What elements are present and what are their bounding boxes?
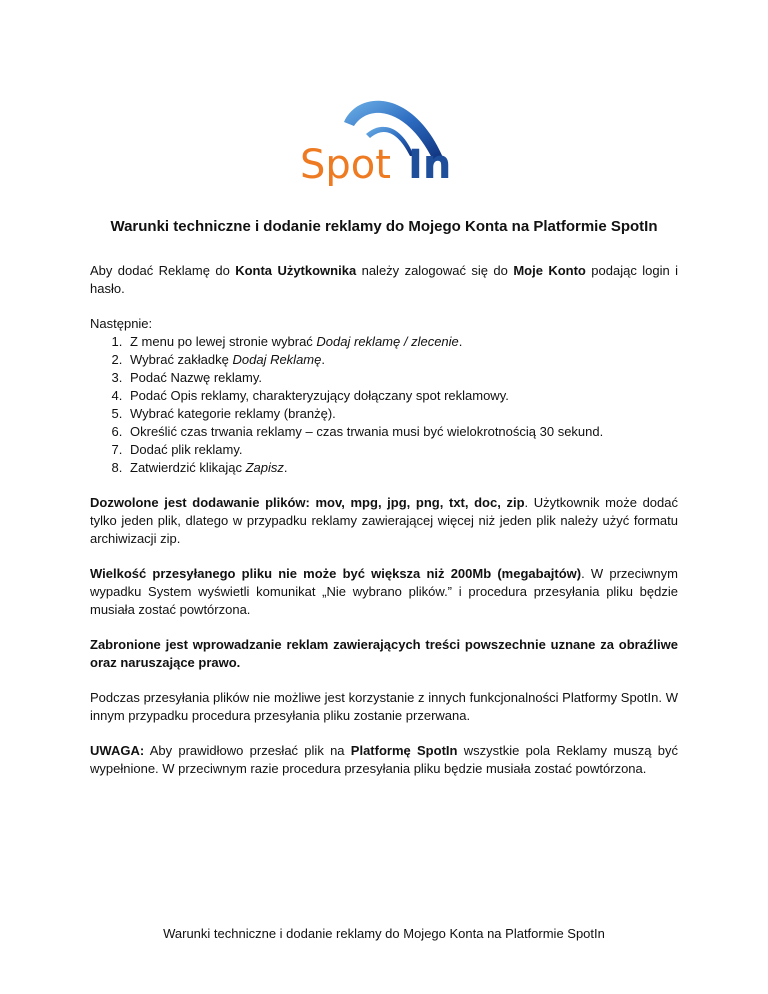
list-item: 3. Podać Nazwę reklamy. [126, 369, 678, 387]
list-item: 1. Z menu po lewej stronie wybrać Dodaj reklamę / zlecenie. [126, 333, 678, 351]
prohibited-content-paragraph: Zabronione jest wprowadzanie reklam zawierających treści powszechnie uznane za obraźliwe oraz naruszające prawo. [90, 637, 678, 670]
konta-uzytkownika-bold: Konta Użytkownika [235, 263, 357, 278]
list-item: 5. Wybrać kategorie reklamy (branżę). [126, 405, 678, 423]
spotin-logo-mark [296, 86, 466, 186]
list-item: 2. Wybrać zakładkę Dodaj Reklamę. [126, 351, 678, 369]
upload-note-paragraph: Podczas przesyłania plików nie możliwe jest korzystanie z innych funkcjonalności Platformy SpotIn. W innym przypadku procedura przesyłania pliku zostanie przerwana. [90, 690, 678, 723]
spotin-logo [296, 86, 466, 186]
logo-text-in: In [408, 142, 452, 186]
list-item: 8. Zatwierdzić klikając Zapisz. [126, 459, 678, 477]
moje-konto-bold: Moje Konto [513, 263, 586, 278]
warning-paragraph: UWAGA: Aby prawidłowo przesłać plik na Platformę SpotIn wszystkie pola Reklamy muszą być wypełnione. W przeciwnym razie procedura przesyłania pliku będzie musiała zostać powtórzona. [90, 743, 679, 776]
list-item: 7. Dodać plik reklamy. [126, 441, 678, 459]
allowed-formats-paragraph: Dozwolone jest dodawanie plików: mov, mpg, jpg, png, txt, doc, zip. Użytkownik może dodać tylko jeden plik, dlatego w przypadku reklamy zawierającej więcej niż jeden plik należy użyć formatu archiwizacji zip. [90, 495, 678, 546]
document-title: Warunki techniczne i dodanie reklamy do Mojego Konta na Platformie SpotIn [110, 218, 658, 235]
steps-lead: Następnie: [90, 316, 153, 331]
document-body [90, 262, 678, 795]
file-size-paragraph: Wielkość przesyłanego pliku nie może być większa niż 200Mb (megabajtów). W przeciwnym wypadku System wyświetli komunikat „Nie wybrano plików.” i procedura przesyłania pliku będzie musiała zostać powtórzona. [90, 566, 678, 617]
logo-text-spot: Spot [300, 142, 391, 186]
list-item: 4. Podać Opis reklamy, charakteryzujący dołączany spot reklamowy. [126, 387, 678, 405]
steps-list [90, 333, 678, 477]
page-footer: Warunki techniczne i dodanie reklamy do Mojego Konta na Platformie SpotIn [163, 926, 605, 941]
warning-label: UWAGA: [90, 743, 145, 758]
intro-paragraph: Aby dodać Reklamę do Konta Użytkownika należy zalogować się do Moje Konto podając login i hasło. [90, 263, 678, 296]
list-item: 6. Określić czas trwania reklamy – czas trwania musi być wielokrotnością 30 sekund. [126, 423, 678, 441]
